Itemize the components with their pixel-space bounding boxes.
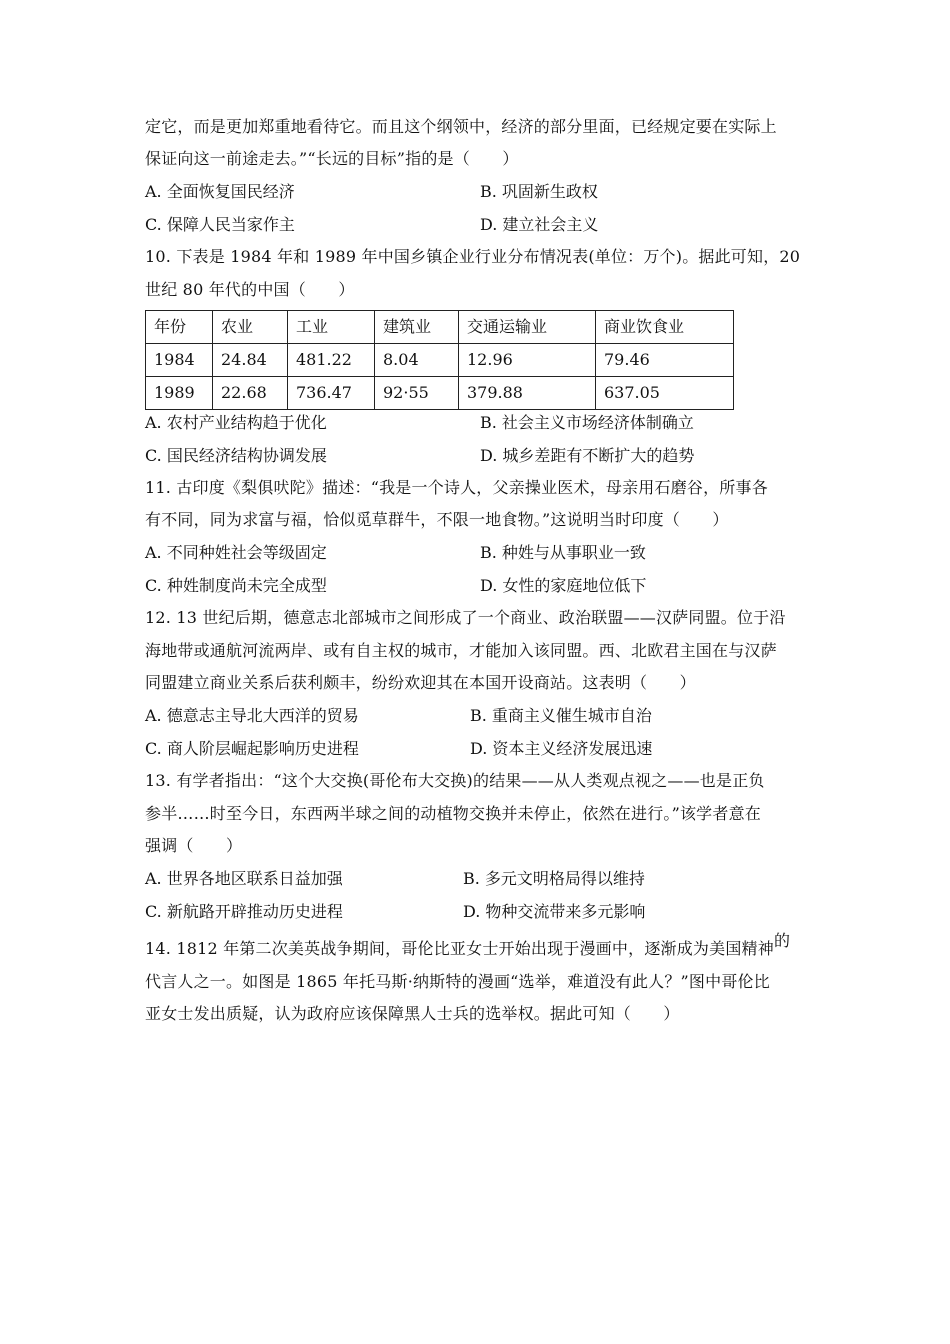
table-cell: 481.22 [288, 344, 375, 377]
q14-line-1 [145, 931, 810, 959]
q12-option-d[interactable]: D. 资本主义经济发展迅速 [470, 739, 653, 758]
q12-line-1: 12. 13 世纪后期，德意志北部城市之间形成了一个商业、政治联盟——汉萨同盟。位于沿 [145, 608, 786, 627]
table-cell: 1989 [146, 377, 213, 410]
q13-line-3: 强调（ ） [145, 836, 243, 855]
q9-option-d[interactable]: D. 建立社会主义 [480, 215, 599, 234]
q11-line-1: 11. 古印度《梨俱吠陀》描述：“我是一个诗人，父亲操业医术，母亲用石磨谷，所事各 [145, 478, 768, 497]
table-cell: 12.96 [459, 344, 596, 377]
q12-line-2: 海地带或通航河流两岸、或有自主权的城市，才能加入该同盟。西、北欧君主国在与汉萨 [145, 641, 777, 660]
table-header-cell: 交通运输业 [459, 311, 596, 344]
table-cell: 637.05 [596, 377, 734, 410]
table-header-cell: 商业饮食业 [596, 311, 734, 344]
q9-option-a[interactable]: A. 全面恢复国民经济 [145, 182, 295, 201]
q12-line-3: 同盟建立商业关系后获利颇丰，纷纷欢迎其在本国开设商站。这表明（ ） [145, 673, 696, 692]
table-cell: 379.88 [459, 377, 596, 410]
table-header-cell: 年份 [146, 311, 213, 344]
q11-option-b[interactable]: B. 种姓与从事职业一致 [480, 543, 646, 562]
q10-option-c[interactable]: C. 国民经济结构协调发展 [145, 446, 327, 465]
q10-option-b[interactable]: B. 社会主义市场经济体制确立 [480, 413, 694, 432]
q13-line-1: 13. 有学者指出：“这个大交换(哥伦布大交换)的结果——从人类观点视之——也是正负 [145, 771, 765, 790]
q13-line-2: 参半……时至今日，东西两半球之间的动植物交换并未停止，依然在进行。”该学者意在 [145, 804, 761, 823]
q12-option-c[interactable]: C. 商人阶层崛起影响历史进程 [145, 739, 359, 758]
table-header-row [146, 311, 734, 344]
q14-line-1-text: 14. 1812 年第二次美英战争期间，哥伦比亚女士开始出现于漫画中，逐渐成为美国精神 [145, 939, 774, 958]
table-row [146, 377, 734, 410]
q12-option-a[interactable]: A. 德意志主导北大西洋的贸易 [145, 706, 359, 725]
q14-line-2: 代言人之一。如图是 1865 年托马斯·纳斯特的漫画“选举，难道没有此人？”图中哥伦比 [145, 972, 770, 991]
q9-line-1: 定它，而是更加郑重地看待它。而且这个纲领中，经济的部分里面，已经规定要在实际上 [145, 117, 777, 136]
q14-line-1-tail: 的 [773, 931, 791, 950]
q13-option-d[interactable]: D. 物种交流带来多元影响 [463, 902, 646, 921]
table-cell: 8.04 [375, 344, 459, 377]
q10-line-1: 10. 下表是 1984 年和 1989 年中国乡镇企业行业分布情况表(单位：万个)。据此可知，20 [145, 247, 801, 266]
table-cell: 736.47 [288, 377, 375, 410]
q9-line-2: 保证向这一前途走去。”“长远的目标”指的是（ ） [145, 149, 519, 168]
table-cell: 79.46 [596, 344, 734, 377]
q12-option-b[interactable]: B. 重商主义催生城市自治 [470, 706, 652, 725]
q13-option-a[interactable]: A. 世界各地区联系日益加强 [145, 869, 343, 888]
q11-option-a[interactable]: A. 不同种姓社会等级固定 [145, 543, 327, 562]
enterprise-table [145, 310, 734, 410]
q9-option-b[interactable]: B. 巩固新生政权 [480, 182, 598, 201]
q10-line-2: 世纪 80 年代的中国（ ） [145, 280, 355, 299]
table-header-cell: 工业 [288, 311, 375, 344]
q14-line-3: 亚女士发出质疑，认为政府应该保障黑人士兵的选举权。据此可知（ ） [145, 1004, 680, 1023]
table-cell: 22.68 [213, 377, 288, 410]
table-header-cell: 农业 [213, 311, 288, 344]
table-cell: 92·55 [375, 377, 459, 410]
q11-option-c[interactable]: C. 种姓制度尚未完全成型 [145, 576, 327, 595]
q11-option-d[interactable]: D. 女性的家庭地位低下 [480, 576, 647, 595]
table-cell: 1984 [146, 344, 213, 377]
table-row [146, 344, 734, 377]
table-cell: 24.84 [213, 344, 288, 377]
q13-option-c[interactable]: C. 新航路开辟推动历史进程 [145, 902, 343, 921]
q9-option-c[interactable]: C. 保障人民当家作主 [145, 215, 295, 234]
q10-option-d[interactable]: D. 城乡差距有不断扩大的趋势 [480, 446, 695, 465]
q13-option-b[interactable]: B. 多元文明格局得以维持 [463, 869, 645, 888]
q10-option-a[interactable]: A. 农村产业结构趋于优化 [145, 413, 327, 432]
table-header-cell: 建筑业 [375, 311, 459, 344]
q11-line-2: 有不同，同为求富与福，恰似觅草群牛，不限一地食物。”这说明当时印度（ ） [145, 510, 729, 529]
